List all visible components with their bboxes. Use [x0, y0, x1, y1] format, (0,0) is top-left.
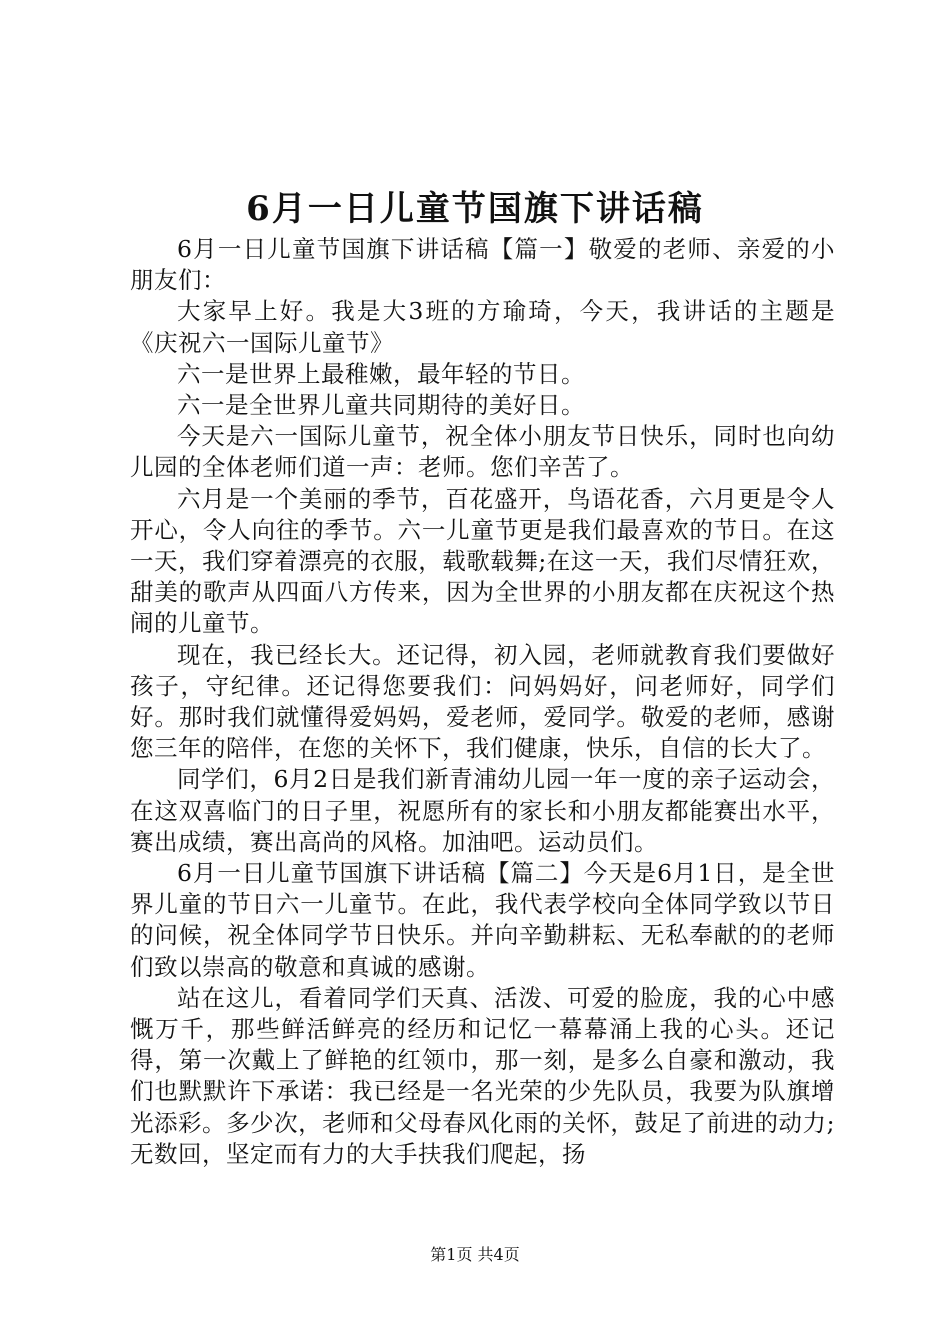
document-body [130, 234, 835, 1170]
paragraph: 今天是六一国际儿童节，祝全体小朋友节日快乐，同时也向幼儿园的全体老师们道一声：老师。您们辛苦了。 [130, 422, 835, 482]
paragraph: 6月一日儿童节国旗下讲话稿【篇二】今天是6月1日，是全世界儿童的节日六一儿童节。在此，我代表学校向全体同学致以节日的问候，祝全体同学节日快乐。并向辛勤耕耘、无私奉献的的老师们致以崇高的敬意和真诚的感谢。 [130, 859, 835, 981]
paragraph: 大家早上好。我是大3班的方瑜琦，今天，我讲话的主题是《庆祝六一国际儿童节》 [130, 297, 835, 357]
paragraph: 现在，我已经长大。还记得，初入园，老师就教育我们要做好孩子，守纪律。还记得您要我们：问妈妈好，问老师好，同学们好。那时我们就懂得爱妈妈，爱老师，爱同学。敬爱的老师，感谢您三年的陪伴，在您的关怀下，我们健康，快乐，自信的长大了。 [130, 640, 835, 763]
page-title: 6月一日儿童节国旗下讲话稿 [246, 189, 704, 229]
page-number-footer: 第1页 共4页 [430, 1245, 520, 1264]
paragraph: 6月一日儿童节国旗下讲话稿【篇一】敬爱的老师、亲爱的小朋友们： [130, 235, 835, 295]
paragraph: 同学们，6月2日是我们新青浦幼儿园一年一度的亲子运动会，在这双喜临门的日子里，祝愿所有的家长和小朋友都能赛出水平，赛出成绩，赛出高尚的风格。加油吧。运动员们。 [130, 765, 835, 856]
paragraph: 六月是一个美丽的季节，百花盛开，鸟语花香，六月更是令人开心，令人向往的季节。六一儿童节更是我们最喜欢的节日。在这一天，我们穿着漂亮的衣服，载歌载舞;在这一天，我们尽情狂欢，甜美的歌声从四面八方传来，因为全世界的小朋友都在庆祝这个热闹的儿童节。 [130, 484, 835, 638]
paragraph: 站在这儿，看着同学们天真、活泼、可爱的脸庞，我的心中感慨万千，那些鲜活鲜亮的经历和记忆一幕幕涌上我的心头。还记得，第一次戴上了鲜艳的红领巾，那一刻，是多么自豪和激动，我们也默默许下承诺：我已经是一名光荣的少先队员，我要为队旗增光添彩。多少次，老师和父母春风化雨的关怀，鼓足了前进的动力;无数回，坚定而有力的大手扶我们爬起，扬 [130, 983, 835, 1168]
paragraph: 六一是世界上最稚嫩，最年轻的节日。 [177, 359, 585, 388]
paragraph: 六一是全世界儿童共同期待的美好日。 [177, 391, 585, 420]
